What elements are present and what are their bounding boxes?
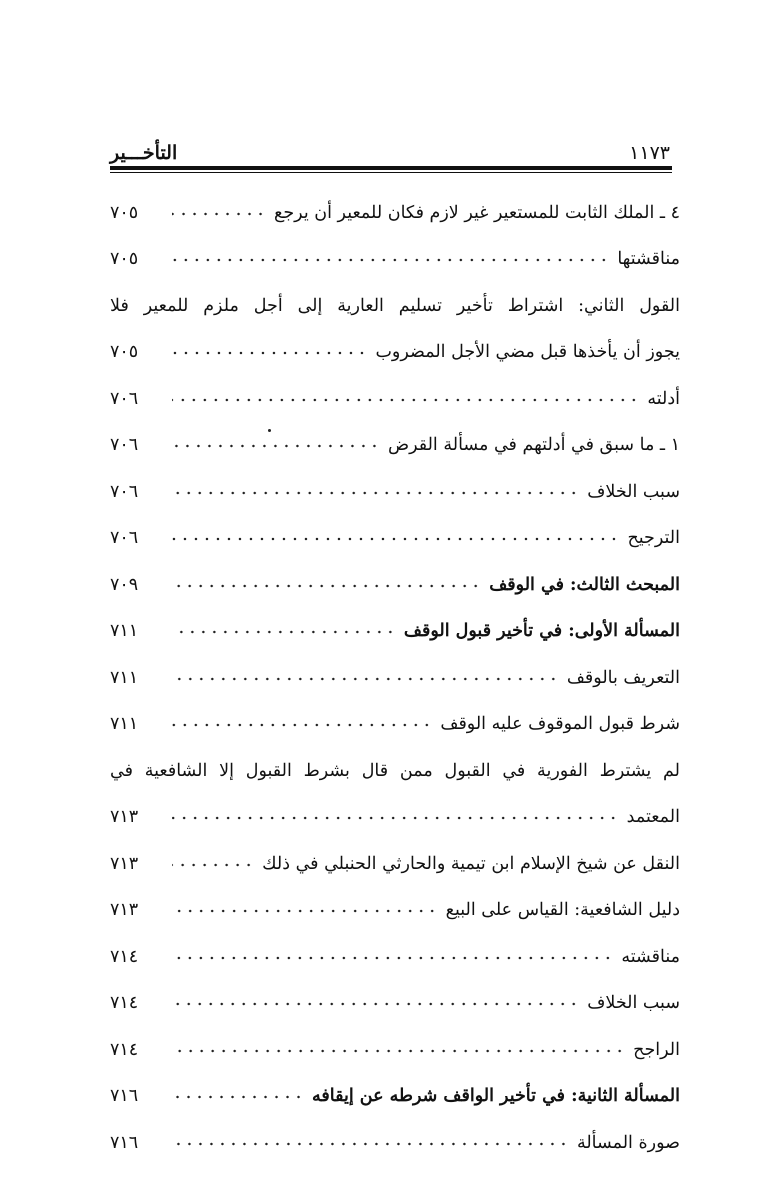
toc-entry-text: سبب الخلاف xyxy=(587,993,680,1013)
toc-entry-text: دليل الشافعية: القياس على البيع xyxy=(445,900,680,920)
toc-entry xyxy=(110,370,680,417)
dot-leader xyxy=(172,674,559,684)
toc-entry xyxy=(110,231,680,278)
toc-entry-page: ٧٠٥ xyxy=(110,249,139,269)
toc-entry-page: ٧١٣ xyxy=(110,900,139,920)
toc-entry xyxy=(110,1021,680,1068)
toc-entry-text: أدلته xyxy=(647,388,680,409)
header-rule-thick xyxy=(110,166,672,170)
toc-entry xyxy=(110,835,680,882)
dot-leader xyxy=(172,627,396,637)
running-title: التأخـــير xyxy=(110,142,178,164)
toc-entry-text: مناقشتها xyxy=(617,249,680,269)
toc-entry-page: ٧٠٥ xyxy=(110,202,139,223)
toc-entry xyxy=(110,882,680,929)
toc-entry xyxy=(110,975,680,1022)
page-number: ١١٧٣ xyxy=(629,142,670,164)
toc-entry-continued-line xyxy=(110,742,680,789)
toc-entry xyxy=(110,696,680,743)
dot-leader xyxy=(172,209,266,219)
dot-leader xyxy=(172,581,481,591)
toc-entry-page: ٧١١ xyxy=(110,714,139,734)
toc-entry-page: ٧٠٦ xyxy=(110,388,139,409)
toc-entry-text: المعتمد xyxy=(626,807,680,827)
toc-entry-page: ٧٠٦ xyxy=(110,481,139,502)
toc-entry xyxy=(110,417,680,464)
toc-entry-page: ٧١٤ xyxy=(110,993,139,1013)
toc-entry-text: المبحث الثالث: في الوقف xyxy=(489,574,680,595)
toc-entry-text: المسألة الثانية: في تأخير الواقف شرطه عن إيقافه xyxy=(312,1086,680,1106)
toc-entry-page: ٧١١ xyxy=(110,667,139,688)
toc-entry-page: ٧١١ xyxy=(110,621,139,641)
dot-leader xyxy=(172,1046,625,1056)
toc-section-heading xyxy=(110,603,680,650)
dot-leader xyxy=(172,395,639,405)
table-of-contents xyxy=(110,184,680,1161)
dot-leader xyxy=(172,534,619,544)
toc-entry-text: النقل عن شيخ الإسلام ابن تيمية والحارثي الحنبلي في ذلك xyxy=(262,853,680,874)
toc-entry-page: ٧٠٦ xyxy=(110,528,139,548)
toc-entry-text: ١ ـ ما سبق في أدلتهم في مسألة القرض xyxy=(387,435,680,455)
dot-leader xyxy=(172,348,367,358)
toc-entry-text: الراجح xyxy=(633,1039,680,1060)
print-speck xyxy=(268,429,271,432)
dot-leader xyxy=(172,720,432,730)
toc-entry-page: ٧٠٥ xyxy=(110,342,139,362)
dot-leader xyxy=(172,488,579,498)
toc-section-heading xyxy=(110,1068,680,1115)
running-header xyxy=(110,128,670,164)
toc-entry-page: ٧١٣ xyxy=(110,853,139,874)
toc-entry-text: الترجيح xyxy=(627,528,680,548)
toc-entry-page: ٧١٣ xyxy=(110,807,139,827)
toc-entry-page: ٧١٦ xyxy=(110,1086,139,1106)
dot-leader xyxy=(172,953,613,963)
dot-leader xyxy=(172,813,619,823)
toc-entry xyxy=(110,184,680,231)
toc-entry-text: المسألة الأولى: في تأخير قبول الوقف xyxy=(403,621,680,641)
toc-entry-text: سبب الخلاف xyxy=(587,481,680,502)
toc-entry xyxy=(110,928,680,975)
dot-leader xyxy=(172,860,254,870)
dot-leader xyxy=(172,1092,304,1102)
toc-entry-text: التعريف بالوقف xyxy=(566,667,680,688)
toc-entry-text: ٤ ـ الملك الثابت للمستعير غير لازم فكان للمعير أن يرجع xyxy=(274,202,680,223)
dot-leader xyxy=(172,255,609,265)
toc-entry-text-line1: لم يشترط الفورية في القبول ممن قال بشرط القبول إلا الشافعية في xyxy=(110,760,680,781)
toc-entry xyxy=(110,510,680,557)
toc-entry-text: شرط قبول الموقوف عليه الوقف xyxy=(440,714,680,734)
toc-entry xyxy=(110,324,680,371)
toc-entry-text: مناقشته xyxy=(621,946,680,967)
toc-entry-page: ٧١٦ xyxy=(110,1132,139,1153)
toc-entry-page: ٧٠٦ xyxy=(110,435,139,455)
header-rule-thin xyxy=(110,172,672,173)
toc-entry xyxy=(110,649,680,696)
dot-leader xyxy=(172,1139,569,1149)
toc-entry-page: ٧١٤ xyxy=(110,1039,139,1060)
dot-leader xyxy=(172,906,438,916)
dot-leader xyxy=(172,441,380,451)
toc-entry-text: صورة المسألة xyxy=(576,1132,680,1153)
toc-entry xyxy=(110,1114,680,1161)
toc-entry-continued-line xyxy=(110,277,680,324)
toc-entry-text: يجوز أن يأخذها قبل مضي الأجل المضروب xyxy=(375,342,680,362)
toc-entry-text-line1: القول الثاني: اشتراط تأخير تسليم العارية إلى أجل ملزم للمعير فلا xyxy=(110,295,680,316)
toc-entry-page: ٧١٤ xyxy=(110,946,139,967)
toc-entry xyxy=(110,463,680,510)
toc-section-heading xyxy=(110,556,680,603)
toc-entry xyxy=(110,789,680,836)
dot-leader xyxy=(172,999,579,1009)
toc-entry-page: ٧٠٩ xyxy=(110,574,139,595)
